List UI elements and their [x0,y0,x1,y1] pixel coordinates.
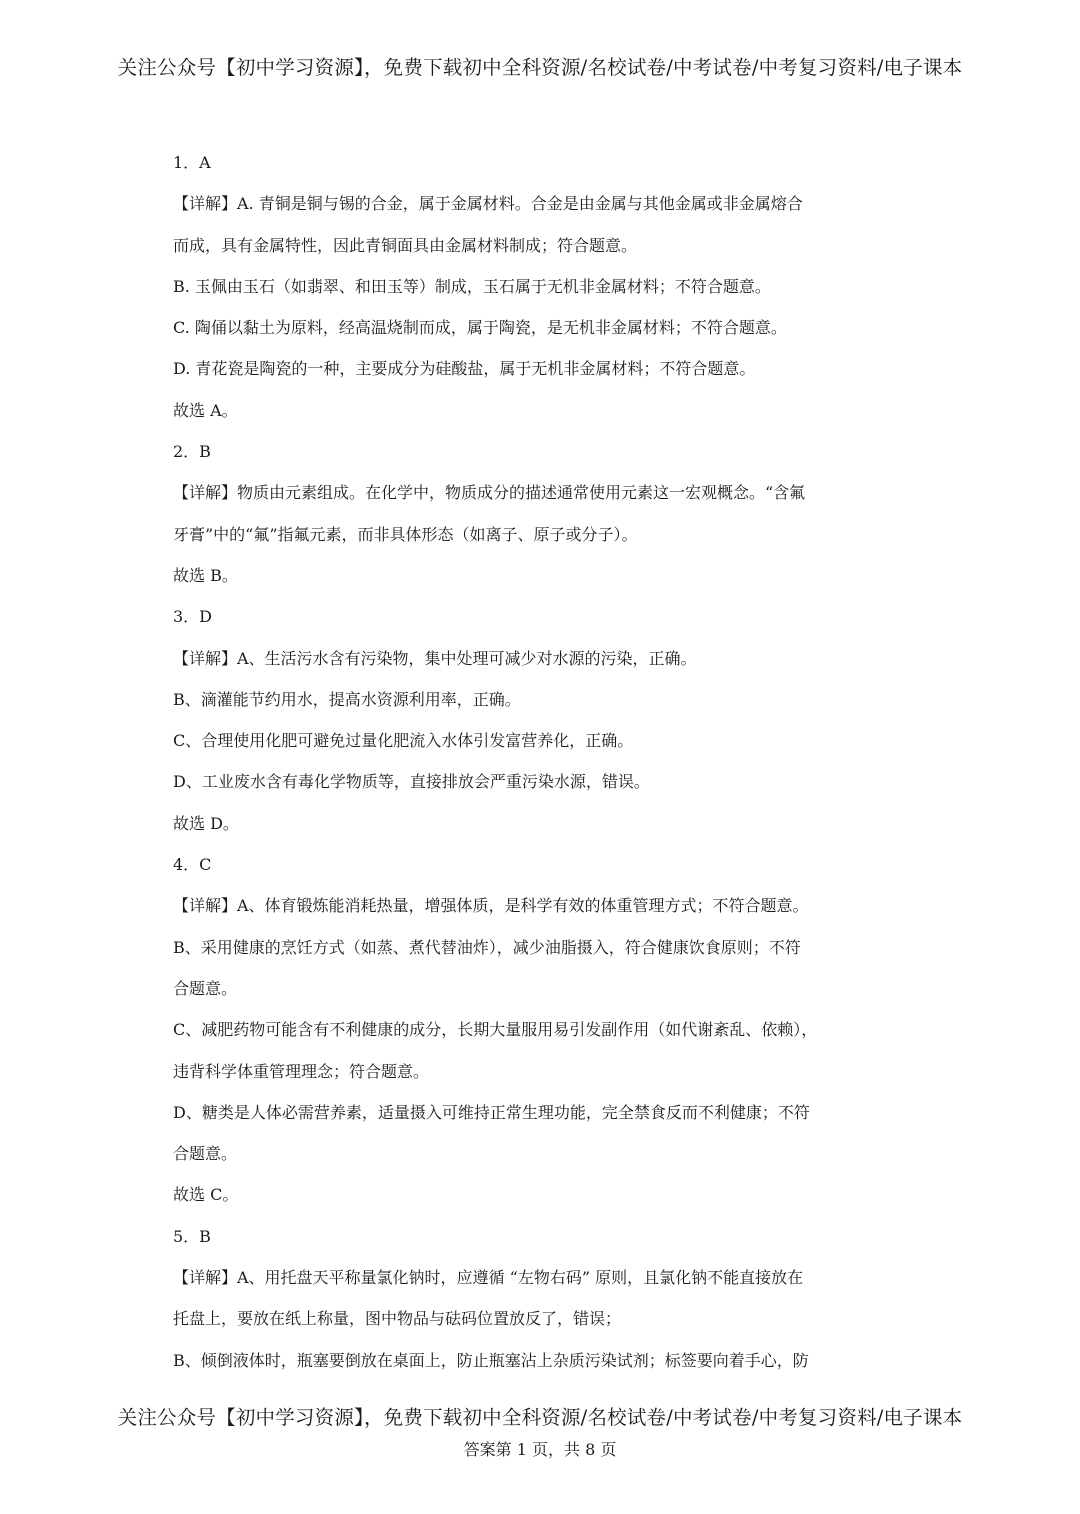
header-banner: 关注公众号【初中学习资源】，免费下载初中全科资源/名校试卷/中考试卷/中考复习资料/电子课本 [117,56,963,79]
text-line: 【详解】物质由元素组成。在化学中，物质成分的描述通常使用元素这一宏观概念。“含氟 [173,483,806,503]
text-line: B、采用健康的烹饪方式（如蒸、煮代替油炸），减少油脂摄入，符合健康饮食原则；不符 [173,937,801,957]
text-line: 【详解】A、体育锻炼能消耗热量，增强体质，是科学有效的体重管理方式；不符合题意。 [173,896,809,916]
text-line: 【详解】A. 青铜是铜与锡的合金，属于金属材料。合金是由金属与其他金属或非金属熔合 [173,194,803,214]
text-line: 故选 B。 [173,565,238,585]
text-line: C、减肥药物可能含有不利健康的成分，长期大量服用易引发副作用（如代谢紊乱、依赖）， [173,1020,818,1040]
text-line: 5．B [173,1226,211,1246]
text-line: 合题意。 [173,978,238,998]
text-line: 1．A [173,153,211,172]
text-line: 3．D [173,607,213,627]
text-line: 牙膏”中的“氟”指氟元素，而非具体形态（如离子、原子或分子）。 [173,524,638,544]
text-line: C. 陶俑以黏土为原料，经高温烧制而成，属于陶瓷，是无机非金属材料；不符合题意。 [173,318,787,338]
text-line: B、滴灌能节约用水，提高水资源利用率，正确。 [173,689,521,709]
text-line: 【详解】A、生活污水含有污染物，集中处理可减少对水源的污染，正确。 [173,648,697,668]
text-line: 【详解】A、用托盘天平称量氯化钠时，应遵循 “左物右码” 原则，且氯化钠不能直接放在 [173,1268,804,1288]
text-line: 故选 D。 [173,813,239,833]
answer-content [173,148,918,1387]
text-line: 违背科学体重管理理念；符合题意。 [173,1061,430,1081]
footer-banner: 关注公众号【初中学习资源】，免费下载初中全科资源/名校试卷/中考试卷/中考复习资料/电子课本 [117,1406,963,1429]
page-number: 答案第 1 页，共 8 页 [463,1440,617,1459]
text-line: B、倾倒液体时，瓶塞要倒放在桌面上，防止瓶塞沾上杂质污染试剂；标签要向着手心，防 [173,1350,809,1370]
text-line: 而成，具有金属特性，因此青铜面具由金属材料制成；符合题意。 [173,235,638,255]
text-line: 故选 C。 [173,1185,239,1205]
text-line: 4．C [173,855,212,875]
text-line: B. 玉佩由玉石（如翡翠、和田玉等）制成，玉石属于无机非金属材料；不符合题意。 [173,276,771,296]
text-line: 托盘上，要放在纸上称量，图中物品与砝码位置放反了，错误； [173,1309,622,1329]
text-line: D、糖类是人体必需营养素，适量摄入可维持正常生理功能，完全禁食反而不利健康；不符 [173,1102,810,1122]
text-line: 故选 A。 [173,400,238,420]
text-line: C、合理使用化肥可避免过量化肥流入水体引发富营养化，正确。 [173,731,634,751]
text-line: 合题意。 [173,1144,238,1164]
text-line: 2．B [173,442,211,462]
text-line: D、工业废水含有毒化学物质等，直接排放会严重污染水源，错误。 [173,772,650,792]
text-line: D. 青花瓷是陶瓷的一种，主要成分为硅酸盐，属于无机非金属材料；不符合题意。 [173,359,756,379]
